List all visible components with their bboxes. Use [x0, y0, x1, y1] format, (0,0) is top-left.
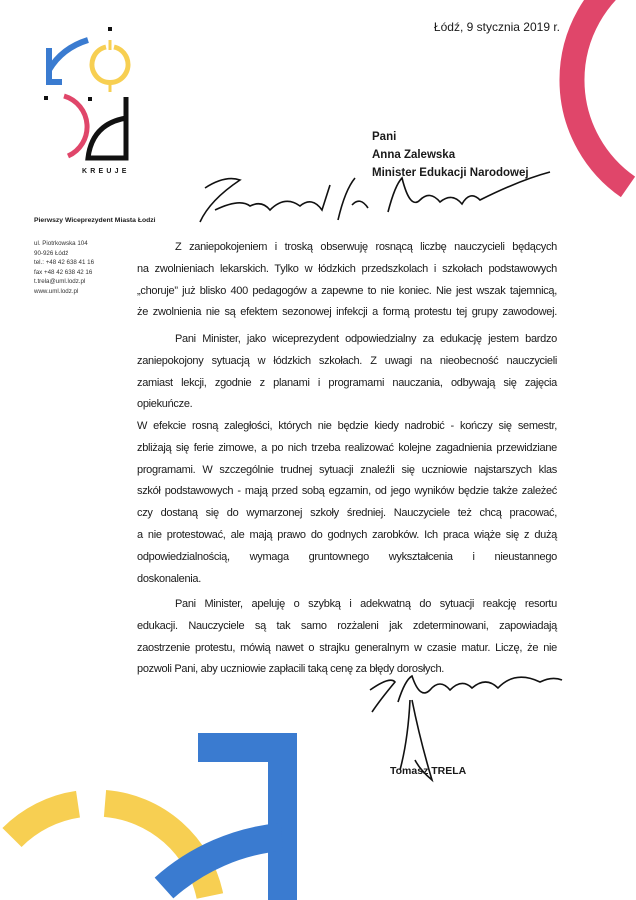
- text-line: zamiast lekcji, zgodnie z planami i programami nauczania, odbywają się zajęcia: [137, 376, 557, 389]
- paragraph-1: [137, 237, 557, 324]
- text-line: „choruje” już blisko 400 pedagogów a zapewne to nie koniec. Nie jest wszak tajemnicą,: [137, 284, 557, 297]
- email-link[interactable]: t.trela@uml.lodz.pl: [34, 278, 86, 286]
- recipient-position: Minister Edukacji Narodowej: [372, 167, 529, 179]
- signer-name: Tomasz TRELA: [390, 765, 467, 777]
- phone: tel.: +48 42 638 41 16: [34, 259, 95, 267]
- yellow-ring-decoration: [12, 804, 78, 837]
- letter-date: Łódź, 9 stycznia 2019 r.: [433, 20, 560, 34]
- website-link[interactable]: www.uml.lodz.pl: [34, 287, 79, 295]
- text-line: na zwolnieniach lekarskich. Tylko w łódzkich przedszkolach i szkołach podstawowych: [137, 262, 557, 275]
- lodz-logo: [44, 27, 128, 158]
- text-line: Pani Minister, apeluję o szybką i adekwatną do sytuacji reakcję resortu: [175, 598, 557, 610]
- text-line: Z zaniepokojeniem i troską obserwuję rosnącą liczbę nauczycieli będących: [175, 241, 557, 253]
- address-city: 90-926 Łódź: [34, 249, 69, 257]
- recipient-name: Anna Zalewska: [372, 149, 456, 161]
- text-line: odpowiedzialnością, wymaga gruntownego wykształcenia i nieustannego: [137, 550, 557, 563]
- red-ring-decoration: [572, 0, 628, 187]
- text-line: szkół podstawowych - mają przed sobą egzamin, od jego wyników będzie także zależeć: [137, 485, 557, 498]
- text-line: czy dostaną się do wymarzonej szkoły średniej. Nauczyciele też chcą pracować,: [137, 507, 557, 520]
- sender-title: Pierwszy Wiceprezydent Miasta Łodzi: [34, 217, 156, 224]
- text-line: zbliżają się ferie zimowe, a po nich trzeba realizować kolejne zagadnienia przewidziane: [137, 441, 557, 454]
- text-line: edukacji. Nauczyciele są tak samo rozżaleni jak zdeterminowani, zapowiadają: [137, 619, 557, 632]
- fax: fax +48 42 638 42 16: [34, 268, 93, 276]
- address-street: ul. Piotrkowska 104: [34, 240, 88, 247]
- logo-tagline: KREUJE: [82, 168, 130, 175]
- text-line: zaniepokojony sytuacją w łódzkich szkołach. Z uwagi na nieobecność nauczycieli: [137, 354, 557, 367]
- text-line: pozwoli Pani, aby uczniowie zapłacili taką cenę za błędy dorosłych.: [137, 663, 445, 676]
- text-line: Pani Minister, jako wiceprezydent odpowiedzialny za edukację jestem bardzo: [175, 333, 557, 345]
- paragraph-4: [137, 594, 557, 681]
- text-line: że zwolnienia nie są efektem sezonowej infekcji a formą protestu tej grupy zawodowej.: [137, 306, 557, 319]
- text-line: doskonalenia.: [137, 572, 201, 585]
- sender-contact: [34, 239, 94, 297]
- recipient-salutation: Pani: [372, 131, 397, 143]
- recipient-block: [372, 128, 529, 182]
- text-line: zaostrzenie protestu, mówią nawet o strajku generalnym w czasie matur. Liczę, że nie: [137, 641, 557, 654]
- text-line: W efekcie rosną zaległości, których nie będzie kiedy nadrobić - kończy się semestr,: [137, 420, 557, 432]
- text-line: programami. W szczególnie trudnej sytuacji znaleźli się uczniowie najstarszych klas: [137, 463, 557, 476]
- text-line: opiekuńcze.: [137, 398, 193, 411]
- paragraph-2: [137, 329, 557, 416]
- text-line: a nie protestować, ale mają prawo do godnych zarobków. Ich praca wiąże się z dużą: [137, 528, 557, 541]
- paragraph-3: [137, 416, 557, 590]
